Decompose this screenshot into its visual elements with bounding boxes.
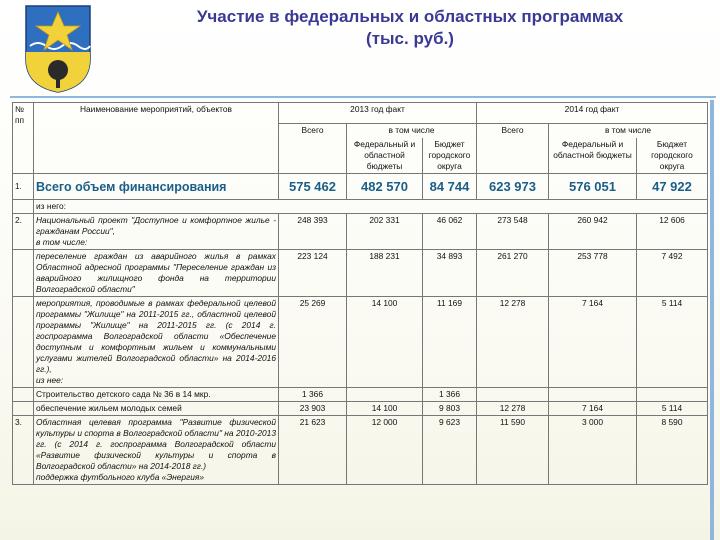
cell-value: 482 570 bbox=[347, 174, 423, 200]
cell-value bbox=[477, 388, 549, 402]
cell-value: 84 744 bbox=[423, 174, 477, 200]
cell-value: 260 942 bbox=[549, 214, 637, 250]
header-federal-2014: Федеральный и областной бюджеты bbox=[549, 138, 637, 174]
cell-value: 46 062 bbox=[423, 214, 477, 250]
cell-value: 11 590 bbox=[477, 416, 549, 485]
header-name: Наименование мероприятий, объектов bbox=[34, 103, 279, 174]
cell-value: 261 270 bbox=[477, 250, 549, 297]
cell-value: 23 903 bbox=[279, 402, 347, 416]
table-row bbox=[13, 416, 708, 485]
header-city-2013: Бюджет городского округа bbox=[423, 138, 477, 174]
cell-value: 34 893 bbox=[423, 250, 477, 297]
cell-value: 623 973 bbox=[477, 174, 549, 200]
row-name: обеспечение жильем молодых семей bbox=[34, 402, 279, 416]
coat-of-arms-icon bbox=[24, 4, 92, 94]
table-row bbox=[13, 297, 708, 388]
table-row bbox=[13, 388, 708, 402]
row-nn: 1. bbox=[13, 174, 34, 200]
row-name bbox=[34, 416, 279, 485]
cell-value: 12 606 bbox=[637, 214, 708, 250]
row-name-text: Национальный проект "Доступное и комфортное жилье - гражданам России", bbox=[36, 215, 276, 236]
row-nn bbox=[13, 250, 34, 297]
cell-value: 47 922 bbox=[637, 174, 708, 200]
cell-value: 7 164 bbox=[549, 402, 637, 416]
row-subnote: поддержка футбольного клуба «Энергия» bbox=[36, 472, 204, 482]
row-name: переселение граждан из аварийного жилья в рамках Областной адресной программы "Переселение граждан из аварийного жилищного фонда на территории Волгоградской области" bbox=[34, 250, 279, 297]
row-nn: 3. bbox=[13, 416, 34, 485]
header-2014: 2014 год факт bbox=[477, 103, 708, 124]
row-name: из него: bbox=[34, 200, 708, 214]
cell-value: 188 231 bbox=[347, 250, 423, 297]
row-subnote: из нее: bbox=[36, 375, 64, 385]
row-nn: 2. bbox=[13, 214, 34, 250]
cell-value bbox=[549, 388, 637, 402]
table-row bbox=[13, 200, 708, 214]
cell-value: 223 124 bbox=[279, 250, 347, 297]
cell-value: 202 331 bbox=[347, 214, 423, 250]
header-nn: № пп bbox=[13, 103, 34, 174]
row-subnote: в том числе: bbox=[36, 237, 88, 247]
programs-table bbox=[12, 102, 708, 485]
cell-value: 12 278 bbox=[477, 402, 549, 416]
header-federal-2013: Федеральный и областной бюджеты bbox=[347, 138, 423, 174]
table-row bbox=[13, 402, 708, 416]
cell-value: 8 590 bbox=[637, 416, 708, 485]
cell-value: 7 492 bbox=[637, 250, 708, 297]
row-nn bbox=[13, 402, 34, 416]
cell-value: 12 278 bbox=[477, 297, 549, 388]
table-row bbox=[13, 250, 708, 297]
cell-value: 25 269 bbox=[279, 297, 347, 388]
row-nn bbox=[13, 200, 34, 214]
page-title bbox=[140, 6, 680, 50]
row-nn bbox=[13, 388, 34, 402]
cell-value: 5 114 bbox=[637, 297, 708, 388]
cell-value: 1 366 bbox=[423, 388, 477, 402]
title-line2: (тыс. руб.) bbox=[366, 29, 454, 48]
cell-value: 576 051 bbox=[549, 174, 637, 200]
header-row-1 bbox=[13, 103, 708, 124]
row-name bbox=[34, 214, 279, 250]
row-name: Строительство детского сада № 36 в 14 мкр. bbox=[34, 388, 279, 402]
cell-value bbox=[347, 388, 423, 402]
table-row bbox=[13, 214, 708, 250]
cell-value: 11 169 bbox=[423, 297, 477, 388]
title-line1: Участие в федеральных и областных программах bbox=[196, 7, 624, 26]
cell-value: 9 803 bbox=[423, 402, 477, 416]
header-total-2013: Всего bbox=[279, 124, 347, 174]
top-divider bbox=[10, 96, 716, 98]
cell-value: 3 000 bbox=[549, 416, 637, 485]
header-incl-2014: в том числе bbox=[549, 124, 708, 139]
cell-value: 9 623 bbox=[423, 416, 477, 485]
cell-value: 1 366 bbox=[279, 388, 347, 402]
header-city-2014: Бюджет городского округа bbox=[637, 138, 708, 174]
row-name bbox=[34, 297, 279, 388]
cell-value: 273 548 bbox=[477, 214, 549, 250]
table-row bbox=[13, 174, 708, 200]
cell-value: 12 000 bbox=[347, 416, 423, 485]
cell-value: 575 462 bbox=[279, 174, 347, 200]
header-incl-2013: в том числе bbox=[347, 124, 477, 139]
cell-value: 21 623 bbox=[279, 416, 347, 485]
row-name-text: мероприятия, проводимые в рамках федеральной целевой программы "Жилище" на 2011-2015 гг., областной целевой программы "Жилище" на 2011-2015 гг. (с 2014 г. госпрограмма Волгоградской области «Обеспечение доступным и комфортным жильем и коммунальными услугами жителей Волгоградской области» на 2014-2016 гг.), bbox=[36, 298, 276, 374]
cell-value: 14 100 bbox=[347, 402, 423, 416]
cell-value bbox=[637, 388, 708, 402]
row-name: Всего объем финансирования bbox=[34, 174, 279, 200]
row-name-text: Областная целевая программа "Развитие физической культуры и спорта в Волгоградской области" на 2010-2013 гг. (с 2014 г. госпрограмма Волгоградской области «Развитие физической культуры и спорта в Волгоградской области» на 2014-2018 гг.) bbox=[36, 417, 276, 471]
cell-value: 5 114 bbox=[637, 402, 708, 416]
row-nn bbox=[13, 297, 34, 388]
cell-value: 14 100 bbox=[347, 297, 423, 388]
header-2013: 2013 год факт bbox=[279, 103, 477, 124]
cell-value: 248 393 bbox=[279, 214, 347, 250]
cell-value: 253 778 bbox=[549, 250, 637, 297]
side-divider bbox=[710, 100, 714, 540]
cell-value: 7 164 bbox=[549, 297, 637, 388]
header-total-2014: Всего bbox=[477, 124, 549, 174]
